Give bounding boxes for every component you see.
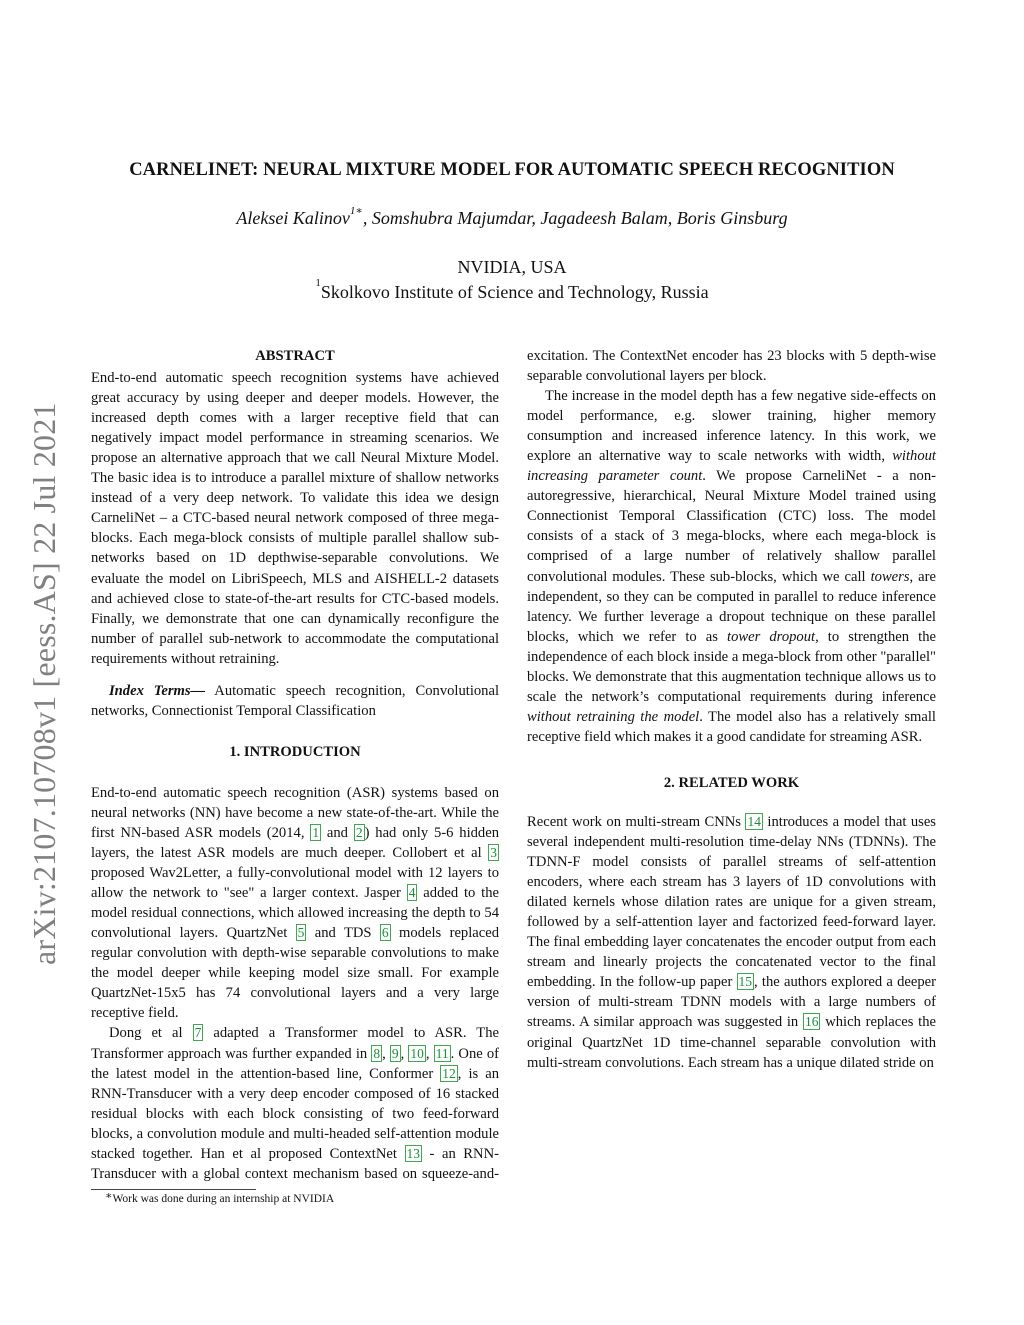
citation-link[interactable]: 1 bbox=[312, 824, 320, 840]
citation-link[interactable]: 13 bbox=[406, 1145, 420, 1161]
citation-link[interactable]: 2 bbox=[355, 824, 363, 840]
affiliation-mark: 1 bbox=[315, 277, 321, 289]
footnote-text: Work was done during an internship at NVIDIA bbox=[112, 1193, 335, 1205]
intro-paragraph-2-continued: excitation. The ContextNet encoder has 23 blocks with 5 depth-wise separable convolutional layers per block. bbox=[527, 348, 936, 385]
abstract-heading: ABSTRACT bbox=[255, 348, 335, 364]
citation-link[interactable]: 8 bbox=[373, 1045, 381, 1061]
citation-link[interactable]: 15 bbox=[738, 974, 753, 990]
citation-link[interactable]: 6 bbox=[381, 925, 389, 941]
citation-link[interactable]: 11 bbox=[435, 1045, 449, 1061]
citation-link[interactable]: 7 bbox=[194, 1025, 202, 1041]
index-terms-label: Index Terms— bbox=[109, 682, 206, 699]
citation-link[interactable]: 3 bbox=[490, 845, 497, 861]
footnote-mark: ∗ bbox=[105, 1190, 113, 1202]
citation-link[interactable]: 14 bbox=[747, 813, 761, 829]
index-terms bbox=[91, 681, 499, 721]
left-column bbox=[91, 346, 499, 1185]
affiliations bbox=[60, 255, 964, 305]
right-column bbox=[527, 346, 936, 1073]
related-paragraph: Recent work on multi-stream CNNs 14 introduces a model that uses several independent multi-resolution time-delay NNs (TDNNs). The TDNN-F model consists of parallel streams of self-attention encoders, where each stream has 3 layers of 1D convolutions with dilated kernels whose dilation rates are unique for a given stream, followed by a self-attention layer and factorized feed-forward layer. The final embedding layer concatenates the encoder output from each stream and linearly projects the concatenated vector to the final embedding. In the follow-up paper 15 , the authors explored a deeper version of multi-stream TDNN models with a large numbers of streams. A similar approach was suggested in 16 which replaces the original QuartzNet 1D time-channel separable convolution with multi-stream convolutions. Each stream has a unique dilated stride on bbox=[527, 813, 936, 1071]
intro-heading: 1. INTRODUCTION bbox=[229, 743, 361, 760]
footnote bbox=[105, 1190, 335, 1205]
arxiv-stamp bbox=[22, 355, 66, 965]
abstract-text: End-to-end automatic speech recognition systems have achieved great accuracy by using deeper and deeper models. However, the increased depth comes with a larger receptive field that can negatively impact model performance in streaming scenarios. We propose an alternative approach that we call Neural Mixture Model. The basic idea is to introduce a parallel mixture of shallow networks instead of a very deep network. To validate this idea we design CarneliNet – a CTC-based neural network composed of three mega-blocks. Each mega-block consists of multiple parallel shallow sub-networks based on 1D depthwise-separable convolutions. We evaluate the model on LibriSpeech, MLS and AISHELL-2 datasets and achieved close to state-of-the-art results for CTC-based models. Finally, we demonstrate that one can dynamically reconfigure the number of parallel sub-network to accommodate the computational requirements without retraining. bbox=[91, 370, 499, 667]
footnote-rule bbox=[91, 1189, 256, 1190]
index-terms-text: Automatic speech recognition, Convolutional networks, Connectionist Temporal Classification bbox=[91, 682, 499, 719]
author-marks: 1∗ bbox=[349, 205, 363, 217]
intro-paragraph-2: Dong et al 7 adapted a Transformer model to ASR. The Transformer approach was further expanded in 8 , 9 , 10 , 11 . One of the latest model in the attention-based line, Conformer 12 , is an RNN-Transducer with a very deep encoder composed of 16 stacked residual blocks with each block consisting of two feed-forward blocks, a convolution module and multi-headed self-attention module stacked together. Han et al proposed ContextNet 13 - an RNN-Transducer with a global context mechanism based on squeeze-and- bbox=[91, 1025, 499, 1182]
first-author: Aleksei Kalinov bbox=[236, 208, 350, 228]
intro-paragraph-3: The increase in the model depth has a few negative side-effects on model performance, e.g. slower training, higher memory consumption and increased inference latency. In this work, we explore an alternative way to scale networks with width, without increasing parameter count. We propose CarneliNet - a non-autoregressive, hierarchical, Neural Mixture Model trained using Connectionist Temporal Classification (CTC) loss. The model consists of a stack of 3 mega-blocks, where each mega-block is comprised of a large number of relatively shallow parallel convolutional modules. These sub-blocks, which we call towers, are independent, so they can be computed in parallel to reduce inference latency. We further leverage a dropout technique on these parallel blocks, which we refer to as tower dropout, to strengthen the independence of each block inside a mega-block from other "parallel" blocks. We demonstrate that this augmentation technique allows us to scale the network’s computational requirements during inference without retraining the model. The model also has a relatively small receptive field which makes it a good candidate for streaming ASR. bbox=[527, 388, 936, 745]
citation-link[interactable]: 5 bbox=[297, 925, 305, 941]
related-heading: 2. RELATED WORK bbox=[663, 774, 800, 791]
affiliation-skoltech bbox=[60, 277, 964, 305]
citation-link[interactable]: 10 bbox=[410, 1045, 424, 1061]
affiliation-skoltech-text: Skolkovo Institute of Science and Technology, Russia bbox=[320, 282, 709, 302]
citation-link[interactable]: 16 bbox=[804, 1014, 819, 1030]
paper-title: CARNELINET: NEURAL MIXTURE MODEL FOR AUTOMATIC SPEECH RECOGNITION bbox=[129, 160, 895, 180]
author-list bbox=[60, 205, 964, 229]
citation-link[interactable]: 9 bbox=[391, 1045, 399, 1061]
arxiv-id: arXiv:2107.10708v1 [eess.AS] 22 Jul 2021 bbox=[26, 402, 62, 965]
citation-link[interactable]: 4 bbox=[408, 885, 416, 901]
affiliation-nvidia: NVIDIA, USA bbox=[457, 257, 567, 277]
intro-paragraph-1: End-to-end automatic speech recognition (ASR) systems based on neural networks (NN) have become a new state-of-the-art. While the first NN-based ASR models (2014, 1 and 2 ) had only 5-6 hidden layers, the latest ASR models are much deeper. Collobert et al 3 proposed Wav2Letter, a fully-convolutional model with 12 layers to allow the network to "see" a larger context. Jasper 4 added to the model residual connections, which allowed increasing the depth to 54 convolutional layers. QuartzNet 5 and TDS 6 models replaced regular convolution with depth-wise separable convolutions to make the model deeper while keeping model size small. For example QuartzNet-15x5 has 74 convolutional layers and a very large receptive field. bbox=[91, 784, 499, 1022]
other-authors: , Somshubra Majumdar, Jagadeesh Balam, Boris Ginsburg bbox=[362, 208, 788, 228]
citation-link[interactable]: 12 bbox=[442, 1065, 456, 1081]
